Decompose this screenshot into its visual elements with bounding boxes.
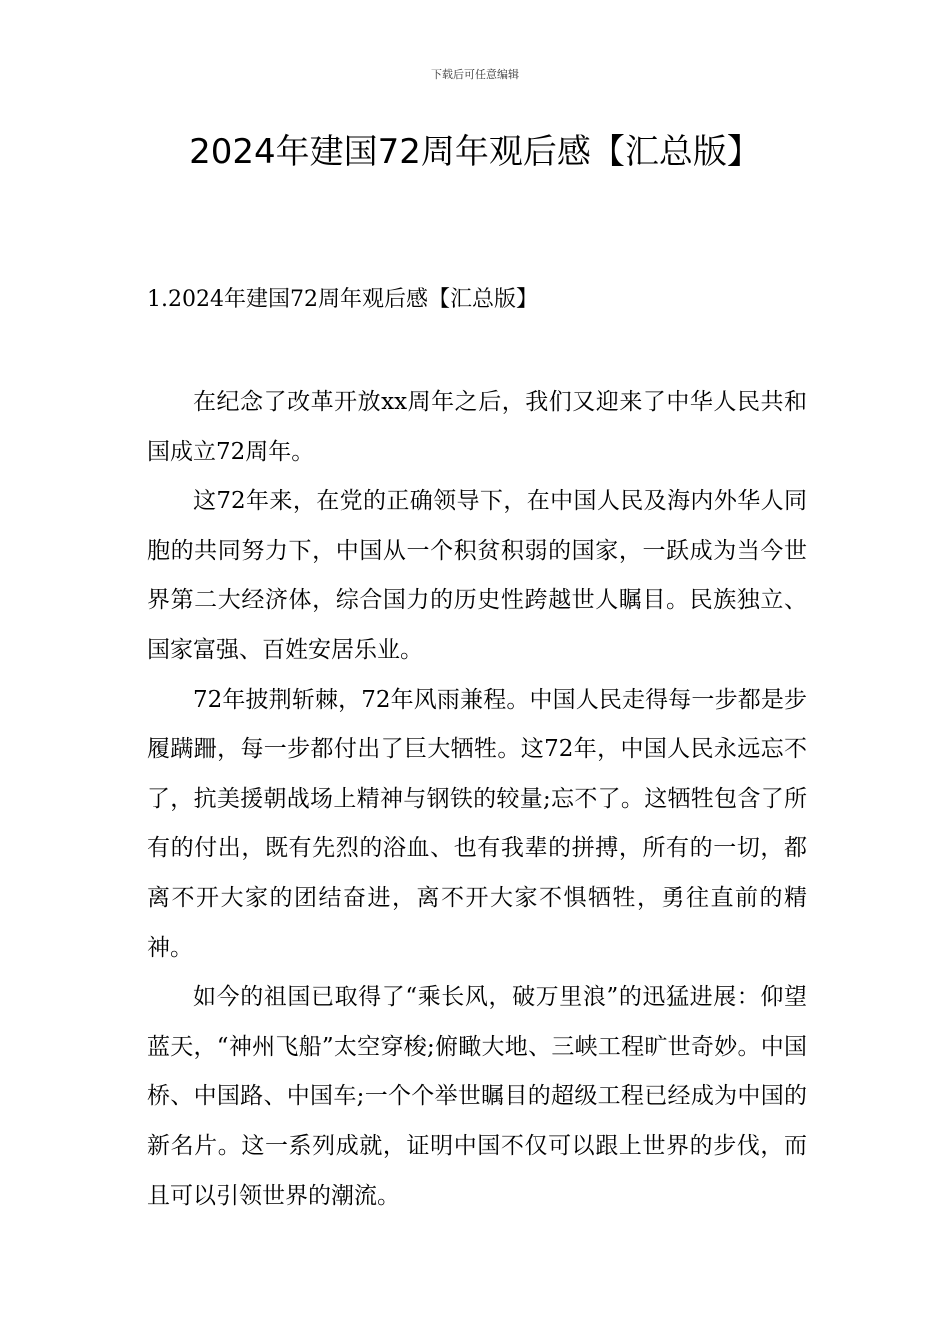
paragraph-2: 这72年来，在党的正确领导下，在中国人民及海内外华人同胞的共同努力下，中国从一个积贫积弱的国家，一跃成为当今世界第二大经济体，综合国力的历史性跨越世人瞩目。民族独立、国家富强、百姓安居乐业。: [147, 488, 807, 663]
document-title: 2024年建国72周年观后感【汇总版】: [189, 132, 761, 172]
section-heading: 1.2024年建国72周年观后感【汇总版】: [147, 287, 538, 312]
paragraph-1: 在纪念了改革开放xx周年之后，我们又迎来了中华人民共和国成立72周年。: [147, 389, 807, 465]
header-note: 下载后可任意编辑: [431, 68, 519, 81]
paragraph-3: 72年披荆斩棘，72年风雨兼程。中国人民走得每一步都是步履蹒跚，每一步都付出了巨大牺牲。这72年，中国人民永远忘不了，抗美援朝战场上精神与钢铁的较量;忘不了。这牺牲包含了所有的付出，既有先烈的浴血、也有我辈的拼搏，所有的一切，都离不开大家的团结奋进，离不开大家不惧牺牲，勇往直前的精神。: [147, 686, 807, 961]
paragraph-4: 如今的祖国已取得了“乘长风，破万里浪”的迅猛进展：仰望蓝天，“神州飞船”太空穿梭;俯瞰大地、三峡工程旷世奇妙。中国桥、中国路、中国车;一个个举世瞩目的超级工程已经成为中国的新名片。这一系列成就，证明中国不仅可以跟上世界的步伐，而且可以引领世界的潮流。: [147, 984, 807, 1209]
body-text: [147, 378, 807, 1221]
